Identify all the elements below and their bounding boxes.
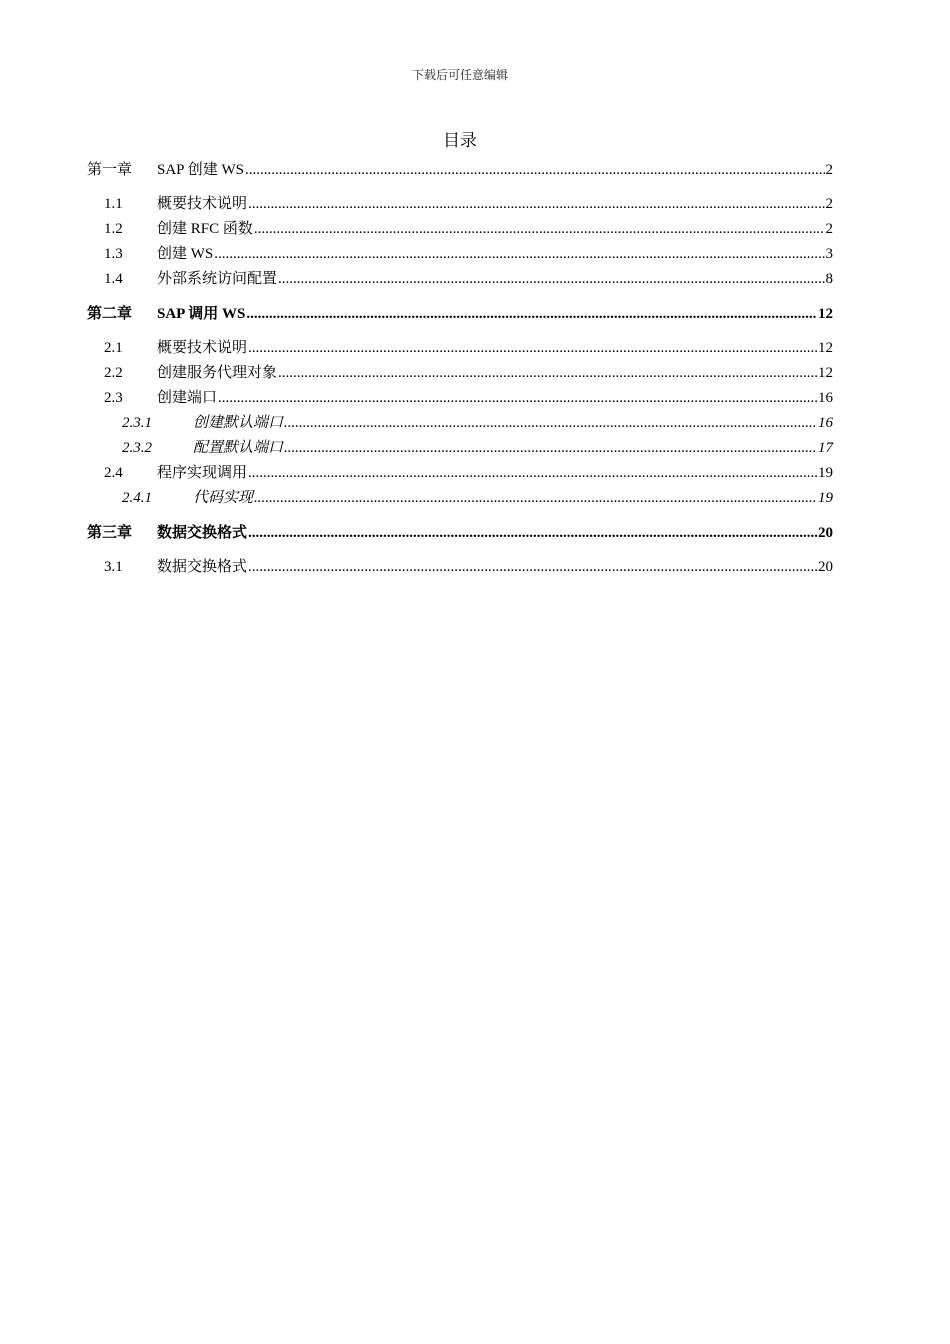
toc-chapter-entry[interactable] <box>87 302 833 327</box>
toc-entry-title: 创建 RFC 函数 <box>157 221 253 237</box>
toc-entry-page: 20 <box>818 525 833 541</box>
toc-entry-title: 创建端口 <box>157 390 218 406</box>
toc-entry-number: 2.3.2 <box>122 440 152 456</box>
toc-entry-title: SAP 创建 WS <box>157 162 244 178</box>
toc-entry-page: 2 <box>825 196 833 212</box>
toc-section-entry[interactable] <box>87 436 833 461</box>
toc-dot-leader <box>218 386 817 411</box>
toc-entry-title: SAP 调用 WS <box>157 306 246 322</box>
toc-section-entry[interactable] <box>87 242 833 267</box>
toc-entry-title: 外部系统访问配置 <box>157 271 278 287</box>
toc-dot-leader <box>284 411 817 436</box>
toc-entry-number: 1.2 <box>104 221 123 237</box>
toc-entry-title: 创建默认端口 <box>193 415 284 431</box>
toc-entry-number: 第一章 <box>87 162 133 178</box>
toc-entry-page: 17 <box>818 440 833 456</box>
toc-entry-title: 数据交换格式 <box>157 525 248 541</box>
toc-entry-page: 19 <box>818 465 833 481</box>
toc-section-entry[interactable] <box>87 555 833 580</box>
toc-entry-page: 12 <box>818 340 833 356</box>
toc-dot-leader <box>246 302 817 327</box>
toc-section-entry[interactable] <box>87 336 833 361</box>
toc-dot-leader <box>248 192 824 217</box>
toc-section-entry[interactable] <box>87 486 833 511</box>
toc-entry-number: 3.1 <box>104 559 123 575</box>
toc-entry-number: 1.3 <box>104 246 123 262</box>
toc-entry-page: 3 <box>825 246 833 262</box>
toc-section-entry[interactable] <box>87 386 833 411</box>
toc-entry-page: 19 <box>818 490 833 506</box>
toc-dot-leader <box>248 336 817 361</box>
toc-entry-number: 2.3 <box>104 390 123 406</box>
toc-entry-title: 概要技术说明 <box>157 340 248 356</box>
toc-entry-title: 创建服务代理对象 <box>157 365 278 381</box>
toc-dot-leader <box>248 461 817 486</box>
toc-entry-page: 8 <box>825 271 833 287</box>
toc-dot-leader <box>245 158 825 183</box>
toc-dot-leader <box>278 267 824 292</box>
toc-entry-page: 2 <box>825 162 833 178</box>
toc-section-entry[interactable] <box>87 361 833 386</box>
toc-entry-page: 12 <box>818 365 833 381</box>
toc-entry-number: 2.4.1 <box>122 490 152 506</box>
toc-chapter-entry[interactable] <box>87 158 833 183</box>
toc-title: 目录 <box>443 131 477 150</box>
toc-entry-title: 代码实现 <box>193 490 254 506</box>
toc-entry-page: 20 <box>818 559 833 575</box>
toc-dot-leader <box>214 242 824 267</box>
toc-entry-number: 1.1 <box>104 196 123 212</box>
toc-dot-leader <box>284 436 817 461</box>
toc-section-entry[interactable] <box>87 411 833 436</box>
toc-entry-number: 1.4 <box>104 271 123 287</box>
toc-section-entry[interactable] <box>87 192 833 217</box>
toc-dot-leader <box>248 521 817 546</box>
toc-entry-number: 2.2 <box>104 365 123 381</box>
toc-dot-leader <box>254 486 817 511</box>
toc-entry-page: 2 <box>825 221 833 237</box>
toc-entry-page: 12 <box>818 306 833 322</box>
toc-entry-number: 第二章 <box>87 306 133 322</box>
toc-entry-title: 配置默认端口 <box>193 440 284 456</box>
toc-dot-leader <box>278 361 817 386</box>
toc-entry-number: 2.4 <box>104 465 123 481</box>
toc-entry-page: 16 <box>818 415 833 431</box>
toc-entry-page: 16 <box>818 390 833 406</box>
toc-chapter-entry[interactable] <box>87 521 833 546</box>
toc-section-entry[interactable] <box>87 217 833 242</box>
toc-entry-number: 2.3.1 <box>122 415 152 431</box>
toc-entry-number: 第三章 <box>87 525 133 541</box>
toc-entry-title: 程序实现调用 <box>157 465 248 481</box>
toc-entry-title: 概要技术说明 <box>157 196 248 212</box>
page-header-note: 下载后可任意编辑 <box>411 68 508 82</box>
toc-section-entry[interactable] <box>87 267 833 292</box>
toc-dot-leader <box>254 217 825 242</box>
toc-section-entry[interactable] <box>87 461 833 486</box>
table-of-contents <box>87 158 833 580</box>
toc-entry-title: 数据交换格式 <box>157 559 248 575</box>
toc-entry-title: 创建 WS <box>157 246 214 262</box>
toc-entry-number: 2.1 <box>104 340 123 356</box>
toc-dot-leader <box>248 555 817 580</box>
